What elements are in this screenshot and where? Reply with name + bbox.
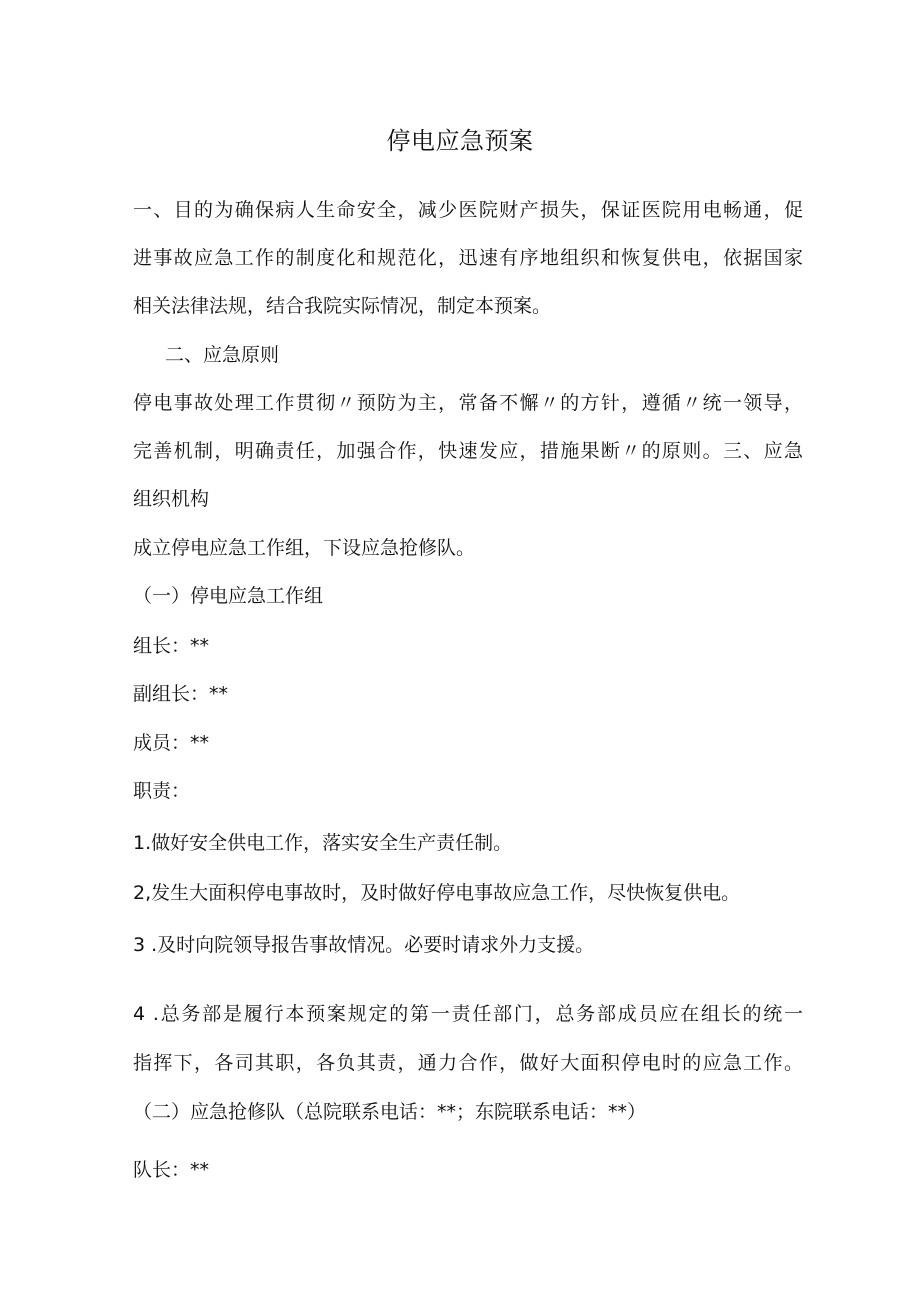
members-line: 成员：** bbox=[133, 732, 210, 754]
duty-item-4-line-2: 指挥下，各司其职，各负其责，通力合作，做好大面积停电时的应急工作。 bbox=[133, 1052, 803, 1074]
team-leader-line: 队长：** bbox=[133, 1159, 210, 1181]
duty-item-2: 2,发生大面积停电事故时，及时做好停电事故应急工作，尽快恢复供电。 bbox=[133, 882, 741, 904]
duty-item-1: 1.做好安全供电工作，落实安全生产责任制。 bbox=[133, 832, 513, 854]
duty-item-3: 3 .及时向院领导报告事故情况。必要时请求外力支援。 bbox=[133, 934, 595, 956]
paragraph-line-principles-3: 组织机构 bbox=[133, 488, 210, 510]
subheading-repair-team: （二）应急抢修队（总院联系电话：**；东院联系电话：**） bbox=[133, 1101, 647, 1123]
group-leader-line: 组长：** bbox=[133, 635, 210, 657]
paragraph-line-organization: 成立停电应急工作组，下设应急抢修队。 bbox=[133, 537, 476, 559]
paragraph-line-purpose-2: 进事故应急工作的制度化和规范化，迅速有序地组织和恢复供电，依据国家 bbox=[133, 247, 803, 269]
deputy-leader-line: 副组长：** bbox=[133, 683, 229, 705]
duties-heading: 职责： bbox=[133, 780, 191, 802]
document-title: 停电应急预案 bbox=[386, 127, 534, 155]
paragraph-line-purpose-3: 相关法律法规，结合我院实际情况，制定本预案。 bbox=[133, 295, 552, 317]
subheading-working-group: （一）停电应急工作组 bbox=[133, 585, 324, 607]
paragraph-line-principles-2: 完善机制，明确责任，加强合作，快速发应，措施果断〃的原则。三、应急 bbox=[133, 440, 803, 462]
paragraph-line-principles-1: 停电事故处理工作贯彻〃预防为主，常备不懈〃的方针，遵循〃统一领导， bbox=[133, 392, 803, 414]
duty-item-4-line-1: 4 .总务部是履行本预案规定的第一责任部门，总务部成员应在组长的统一 bbox=[133, 1003, 803, 1025]
section-heading-principles: 二、应急原则 bbox=[165, 344, 280, 366]
paragraph-line-purpose-1: 一、目的为确保病人生命安全，减少医院财产损失，保证医院用电畅通，促 bbox=[133, 199, 803, 221]
